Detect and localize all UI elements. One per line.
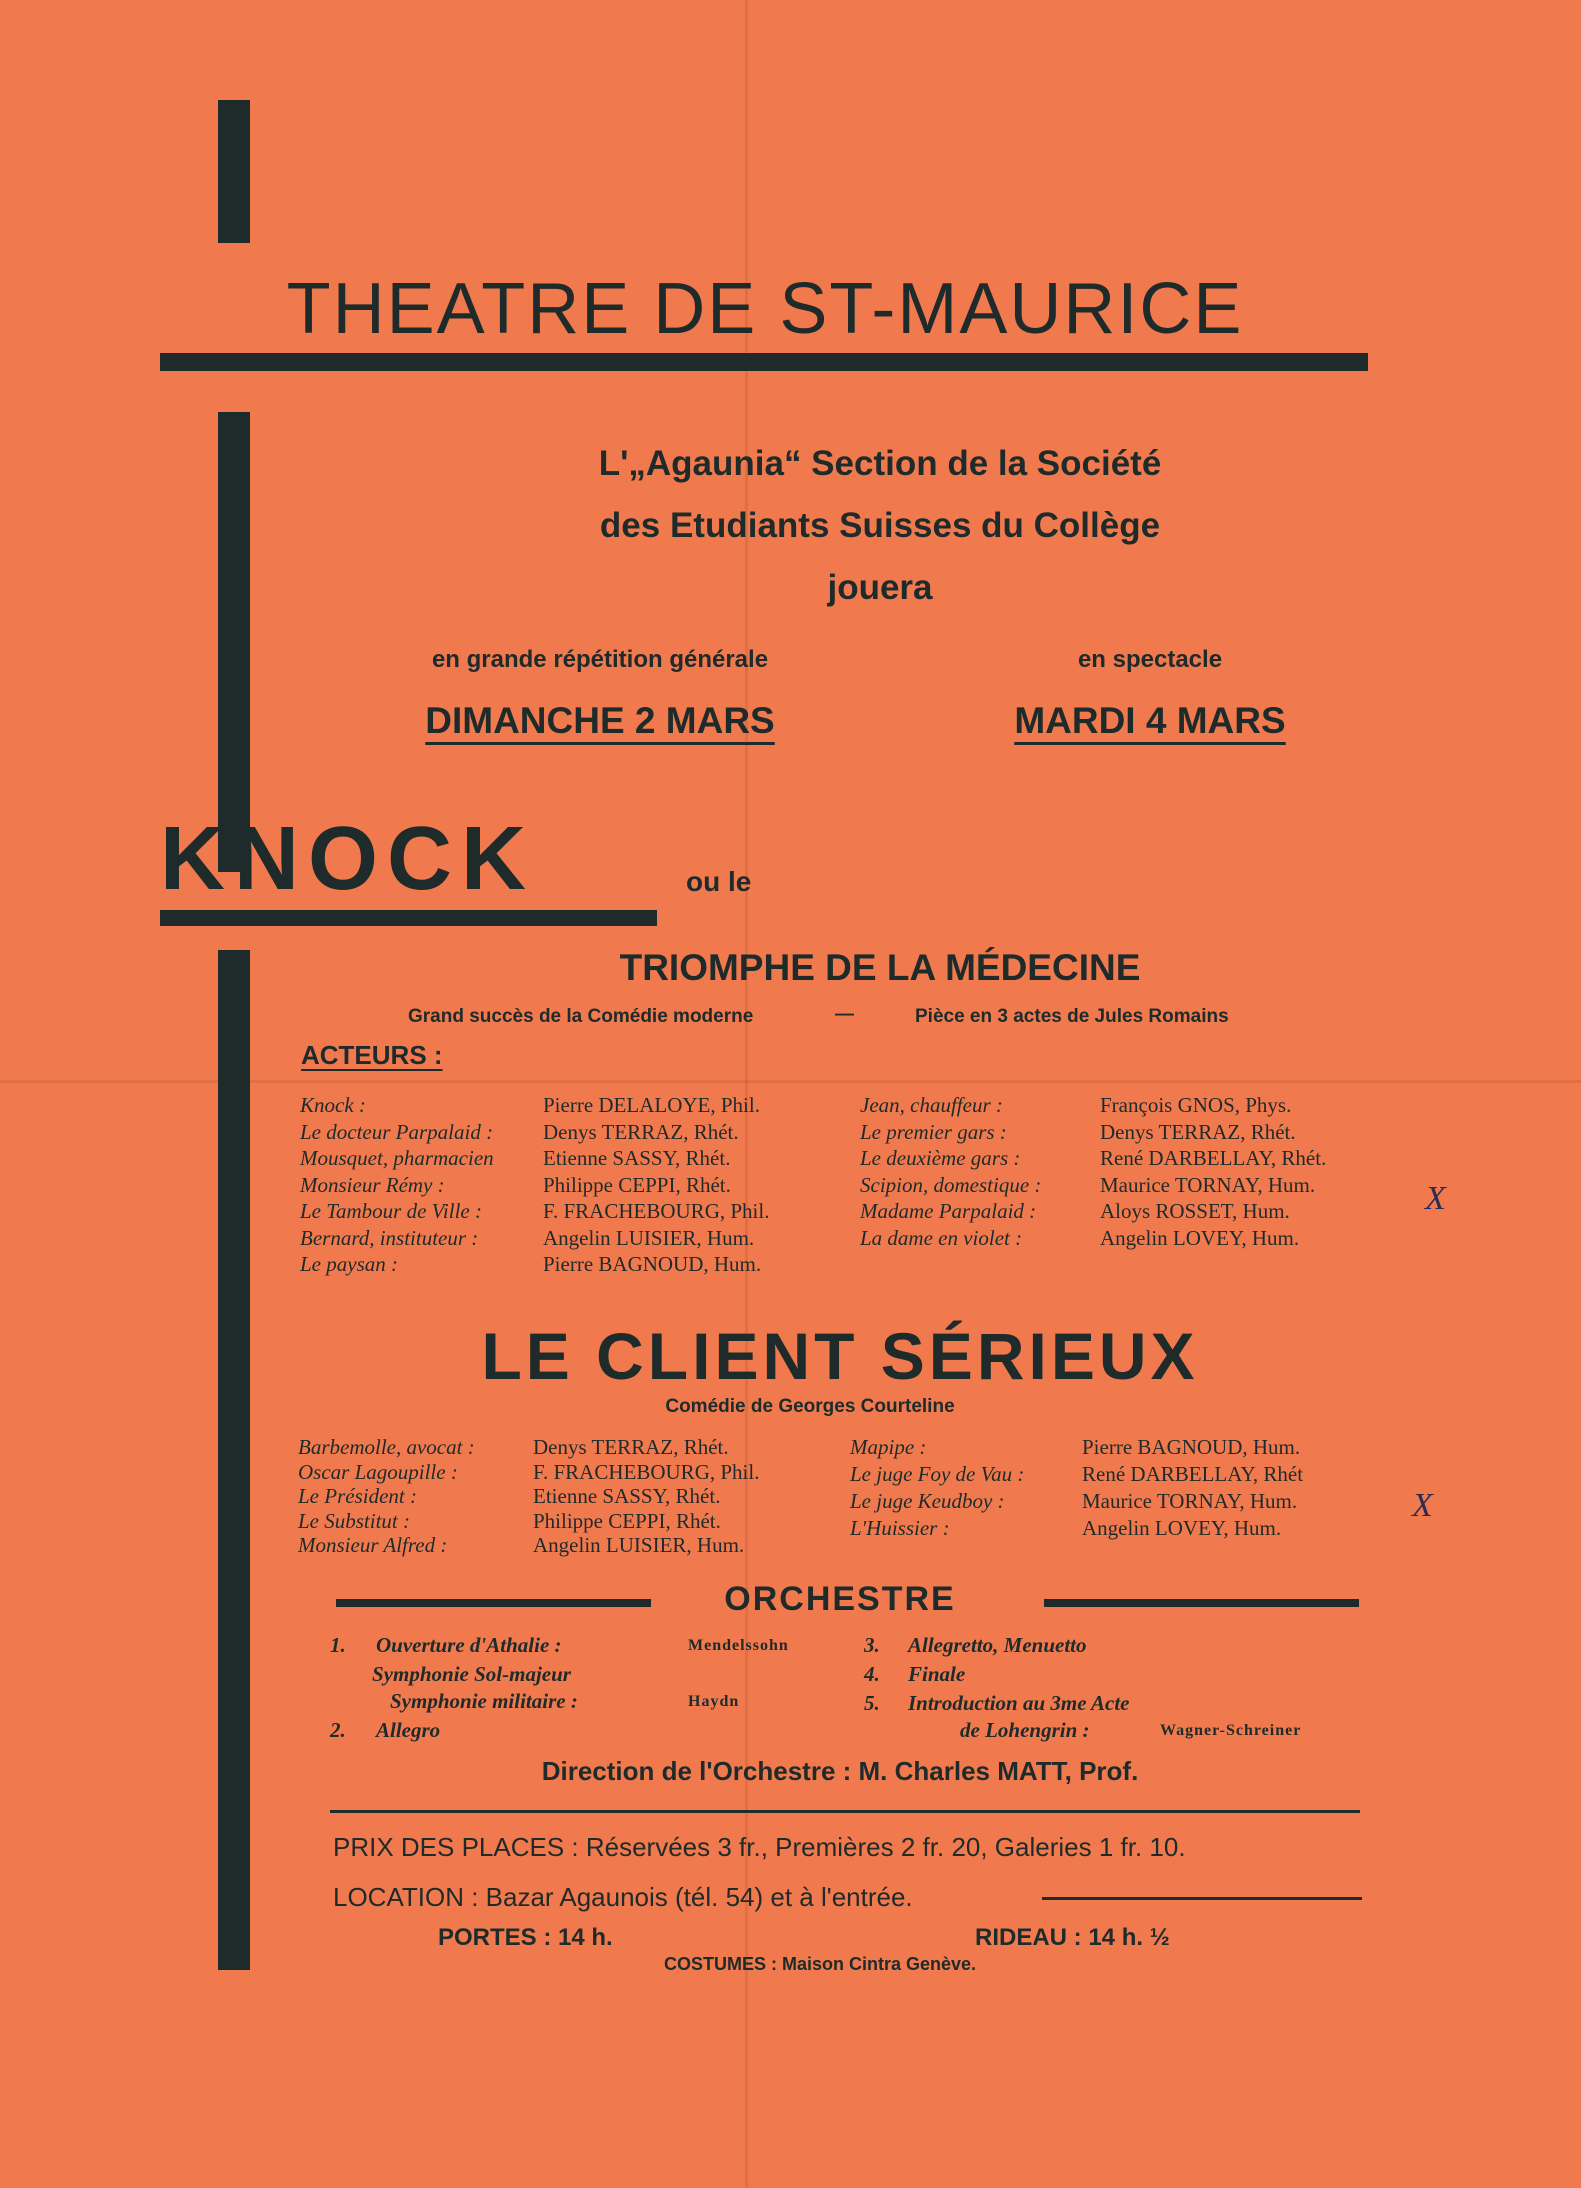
role: Monsieur Alfred : xyxy=(298,1533,448,1557)
cast-row xyxy=(298,1484,759,1509)
theatre-title: THEATRE DE ST-MAURICE xyxy=(286,269,1244,349)
role: Madame Parpalaid : xyxy=(860,1199,1037,1223)
cast-row xyxy=(298,1460,759,1485)
organizer-line: jouera xyxy=(827,568,933,607)
actor: Denys TERRAZ, Rhét. xyxy=(533,1435,729,1459)
role: Barbemolle, avocat : xyxy=(298,1435,475,1459)
orchestra-piece: Symphonie militaire : xyxy=(390,1689,578,1713)
performance-date: DIMANCHE 2 MARS xyxy=(425,700,775,741)
ticket-prices: PRIX DES PLACES : Réservées 3 fr., Premières 2 fr. 20, Galeries 1 fr. 10. xyxy=(333,1832,1186,1862)
actor: René DARBELLAY, Rhét xyxy=(1082,1462,1304,1486)
orchestra-item-number: 4. xyxy=(864,1662,880,1686)
ticket-location: LOCATION : Bazar Agaunois (tél. 54) et à l'entrée. xyxy=(333,1882,913,1912)
actor: Maurice TORNAY, Hum. xyxy=(1100,1172,1316,1197)
orchestra-heading: ORCHESTRE xyxy=(724,1580,956,1618)
role: Le juge Keudboy : xyxy=(850,1489,1005,1513)
actor: Maurice TORNAY, Hum. xyxy=(1082,1489,1298,1513)
cast-row xyxy=(860,1199,1326,1226)
organizer-line: L'„Agaunia“ Section de la Société xyxy=(598,444,1162,483)
decorative-bar xyxy=(218,412,250,872)
cast-row xyxy=(850,1489,1303,1516)
role: Le Président : xyxy=(298,1484,417,1508)
play-description: Pièce en 3 actes de Jules Romains xyxy=(915,1006,1229,1027)
orchestra-piece: Allegro xyxy=(376,1718,441,1742)
cast-row xyxy=(300,1199,769,1226)
role: Knock : xyxy=(300,1093,366,1117)
actor: F. FRACHEBOURG, Phil. xyxy=(543,1199,770,1223)
role: Le premier gars : xyxy=(860,1119,1007,1144)
play-subtitle: Comédie de Georges Courteline xyxy=(665,1396,955,1417)
actor: Etienne SASSY, Rhét. xyxy=(543,1146,731,1170)
handwritten-mark: X xyxy=(1425,1180,1446,1217)
cast-row xyxy=(860,1120,1326,1147)
cast-row xyxy=(850,1462,1303,1489)
decorative-bar xyxy=(160,910,657,926)
cast-row xyxy=(860,1146,1326,1173)
actor: Pierre BAGNOUD, Hum. xyxy=(1082,1435,1301,1459)
actor: Angelin LOVEY, Hum. xyxy=(1100,1225,1300,1250)
cast-row xyxy=(298,1435,759,1460)
role: Le deuxième gars : xyxy=(860,1146,1021,1170)
cast-row xyxy=(850,1516,1303,1543)
divider-line xyxy=(1042,1897,1362,1900)
performance-date: MARDI 4 MARS xyxy=(1014,700,1286,741)
role: Mousquet, pharmacien xyxy=(300,1146,494,1170)
actor: Etienne SASSY, Rhét. xyxy=(533,1484,721,1508)
role: La dame en violet : xyxy=(860,1225,1023,1250)
role: L'Huissier : xyxy=(850,1516,950,1540)
decorative-bar xyxy=(218,100,250,243)
orchestra-piece: Allegretto, Menuetto xyxy=(908,1633,1087,1657)
role: Scipion, domestique : xyxy=(860,1172,1042,1197)
separator: — xyxy=(835,1004,854,1025)
role: Mapipe : xyxy=(850,1435,927,1459)
orchestra-composer: Haydn xyxy=(688,1693,740,1710)
role: Bernard, instituteur : xyxy=(300,1225,479,1250)
orchestra-piece: Symphonie Sol-majeur xyxy=(372,1662,571,1686)
cast-list xyxy=(298,1435,759,1558)
role: Le Tambour de Ville : xyxy=(300,1199,482,1223)
actor: Angelin LOVEY, Hum. xyxy=(1082,1516,1282,1540)
costumes-credit: COSTUMES : Maison Cintra Genève. xyxy=(663,1954,977,1974)
actor: Angelin LUISIER, Hum. xyxy=(533,1533,745,1557)
actor: Denys TERRAZ, Rhét. xyxy=(543,1119,739,1144)
role: Le docteur Parpalaid : xyxy=(300,1119,494,1144)
orchestra-direction: Direction de l'Orchestre : M. Charles MATT, Prof. xyxy=(541,1756,1139,1786)
role: Le juge Foy de Vau : xyxy=(850,1462,1025,1486)
cast-row xyxy=(300,1226,769,1253)
orchestra-piece: de Lohengrin : xyxy=(960,1718,1090,1742)
actor: Philippe CEPPI, Rhét. xyxy=(543,1172,731,1197)
role: Le Substitut : xyxy=(298,1508,411,1533)
orchestra-piece: Finale xyxy=(908,1662,966,1686)
orchestra-piece: Introduction au 3me Acte xyxy=(908,1691,1130,1715)
cast-list xyxy=(850,1435,1303,1543)
orchestra-item-number: 5. xyxy=(864,1691,880,1715)
cast-list xyxy=(860,1093,1326,1252)
actor: Pierre DELALOYE, Phil. xyxy=(543,1093,760,1117)
decorative-bar xyxy=(218,950,250,1970)
role: Oscar Lagoupille : xyxy=(298,1459,458,1484)
actor: F. FRACHEBOURG, Phil. xyxy=(533,1459,760,1484)
actor: Angelin LUISIER, Hum. xyxy=(543,1225,755,1250)
role: Jean, chauffeur : xyxy=(860,1093,1003,1117)
cast-row xyxy=(298,1533,759,1558)
play-subtitle: TRIOMPHE DE LA MÉDECINE xyxy=(619,947,1141,988)
cast-row xyxy=(298,1509,759,1534)
actor: Pierre BAGNOUD, Hum. xyxy=(543,1252,762,1276)
cast-row xyxy=(860,1226,1326,1253)
cast-row xyxy=(860,1173,1326,1200)
cast-row xyxy=(300,1093,769,1120)
cast-row xyxy=(860,1093,1326,1120)
divider-line xyxy=(330,1810,1360,1813)
performance-label: en spectacle xyxy=(1077,646,1223,673)
cast-row xyxy=(300,1173,769,1200)
role: Le paysan : xyxy=(300,1252,398,1276)
orchestra-item-number: 3. xyxy=(864,1633,880,1657)
actor: Aloys ROSSET, Hum. xyxy=(1100,1199,1290,1223)
decorative-bar xyxy=(160,353,1368,371)
orchestra-composer: Mendelssohn xyxy=(688,1637,789,1654)
play-title: KNOCK xyxy=(160,809,535,909)
orchestra-item-number: 2. xyxy=(330,1718,346,1742)
performance-label: en grande répétition générale xyxy=(431,646,769,673)
organizer-line: des Etudiants Suisses du Collège xyxy=(599,506,1161,545)
actor: François GNOS, Phys. xyxy=(1100,1093,1292,1117)
doors-time: PORTES : 14 h. xyxy=(438,1924,613,1951)
cast-row xyxy=(300,1252,769,1279)
play-title-connector: ou le xyxy=(686,866,752,897)
play-description: Grand succès de la Comédie moderne xyxy=(408,1006,754,1027)
orchestra-item-number: 1. xyxy=(330,1633,346,1657)
actors-heading: ACTEURS : xyxy=(301,1040,443,1070)
actor: Philippe CEPPI, Rhét. xyxy=(533,1508,721,1533)
actor: René DARBELLAY, Rhét. xyxy=(1100,1146,1327,1170)
role: Monsieur Rémy : xyxy=(300,1172,445,1197)
orchestra-composer: Wagner-Schreiner xyxy=(1160,1722,1302,1739)
cast-row xyxy=(300,1146,769,1173)
curtain-time: RIDEAU : 14 h. ½ xyxy=(975,1924,1170,1951)
play-title: LE CLIENT SÉRIEUX xyxy=(481,1319,1199,1393)
handwritten-mark: X xyxy=(1412,1487,1433,1524)
cast-row xyxy=(850,1435,1303,1462)
cast-row xyxy=(300,1120,769,1147)
orchestra-piece: Ouverture d'Athalie : xyxy=(376,1633,562,1657)
actor: Denys TERRAZ, Rhét. xyxy=(1100,1119,1296,1144)
cast-list xyxy=(300,1093,769,1279)
